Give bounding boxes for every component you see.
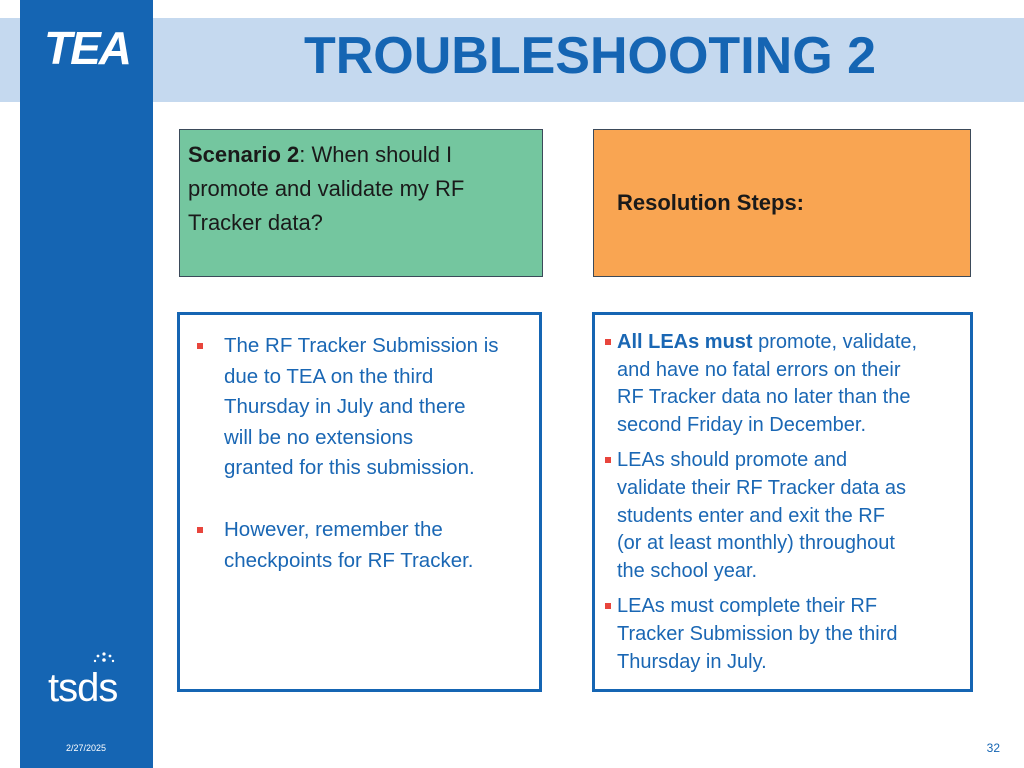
list-item-line: Thursday in July.: [617, 650, 767, 673]
tsds-logo-text: tsds: [48, 666, 118, 710]
slide-date: 2/27/2025: [66, 743, 107, 753]
list-item-line: students enter and exit the RF: [617, 504, 885, 527]
resolution-heading: Resolution Steps:: [617, 190, 805, 215]
square-bullet-icon: [197, 527, 203, 533]
square-bullet-icon: [197, 343, 203, 349]
square-bullet-icon: [605, 457, 611, 463]
list-item-line: and have no fatal errors on their: [617, 358, 901, 381]
list-item-bold-lead: All LEAs must: [617, 331, 753, 353]
left-info-panel: [177, 312, 542, 692]
list-item: [603, 447, 963, 585]
slide-title: TROUBLESHOOTING 2: [303, 27, 877, 85]
right-bullet-list: [603, 329, 963, 684]
square-bullet-icon: [605, 339, 611, 345]
list-item-line: Thursday in July and there: [224, 395, 466, 419]
list-item-line: RF Tracker data no later than the: [617, 386, 911, 409]
list-item-line: second Friday in December.: [617, 413, 867, 436]
tsds-logo: [48, 652, 128, 712]
square-bullet-icon: [605, 603, 611, 609]
resolution-box: [593, 129, 971, 277]
scenario-question-line-2: promote and validate my RF: [188, 176, 465, 201]
list-item-line: will be no extensions: [224, 425, 414, 449]
list-item-line: LEAs should promote and: [617, 449, 848, 472]
list-item: [194, 331, 524, 484]
list-item-line: granted for this submission.: [224, 456, 475, 480]
list-item: [603, 329, 963, 439]
scenario-question-line-3: Tracker data?: [188, 210, 323, 235]
list-item-line: due to TEA on the third: [224, 364, 434, 388]
list-item-line: validate their RF Tracker data as: [617, 476, 907, 499]
scenario-box: [179, 129, 543, 277]
list-item: [194, 515, 524, 576]
right-info-panel: [592, 312, 973, 692]
tea-logo: [44, 24, 134, 72]
tea-logo-text: TEA: [44, 22, 130, 74]
scenario-label: Scenario 2: [188, 142, 300, 167]
list-item-line: checkpoints for RF Tracker.: [224, 548, 474, 572]
list-item-line: promote, validate,: [752, 331, 918, 353]
list-item-line: However, remember the: [224, 517, 443, 541]
list-item-line: (or at least monthly) throughout: [617, 532, 895, 555]
list-item-line: The RF Tracker Submission is: [224, 334, 499, 357]
scenario-separator: :: [299, 142, 312, 167]
list-item: [603, 593, 963, 676]
list-item-line: LEAs must complete their RF: [617, 595, 878, 618]
left-bullet-list: [194, 331, 524, 607]
scenario-question-line-1: When should I: [311, 142, 453, 167]
list-item-line: the school year.: [617, 559, 758, 582]
slide-number: 32: [986, 741, 1000, 755]
list-item-line: Tracker Submission by the third: [617, 622, 898, 645]
